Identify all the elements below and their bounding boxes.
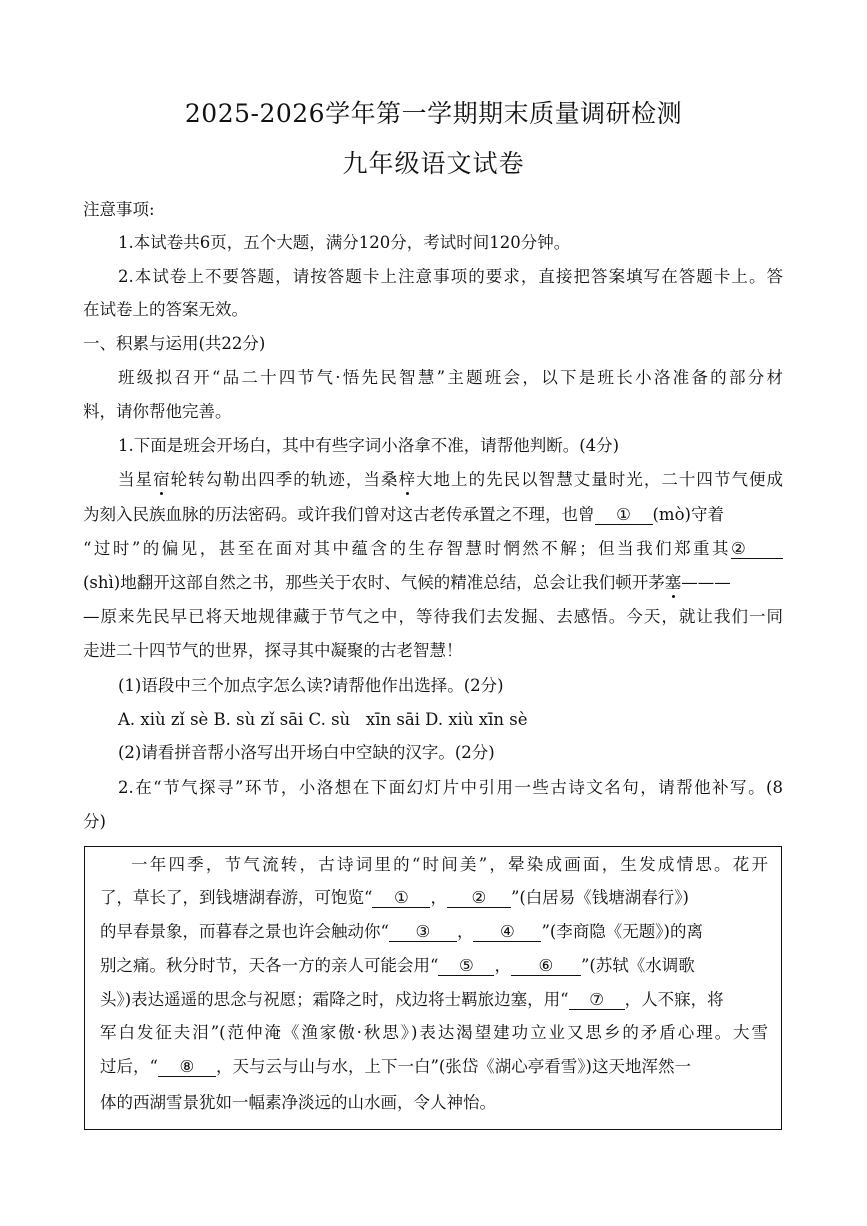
passage-line-2: 为刻入民族血脉的历法密码。或许我们曾对这古老传承置之不理，也曾 ① (mò)守着 — [83, 505, 724, 524]
passage-line-5: —原来先民早已将天地规律藏于节气之中，等待我们去发掘、去感悟。今天，就让我们一同 — [83, 607, 783, 626]
slide-line-2: 了，草长了，到钱塘湖春游，可饱览“ ① ， ② ”(白居易《钱塘湖春行》) — [100, 888, 689, 907]
slide-line-3: 的早春景象，而暮春之景也许会触动你“ ③ ， ④ ”(李商隐《无题》)的离 — [100, 922, 703, 941]
answer-blank-2: ② — [731, 540, 783, 559]
exam-subtitle: 九年级语文试卷 — [342, 149, 525, 178]
notice-item-1: 1.本试卷共6页，五个大题，满分120分，考试时间120分钟。 — [118, 233, 571, 252]
dotted-char: 梓 — [398, 470, 416, 489]
passage-line-6: 走进二十四节气的世界，探寻其中凝聚的古老智慧！ — [83, 641, 463, 660]
poem-blank-6: ⑥ — [511, 957, 581, 976]
section-1-heading: 一、积累与运用(共22分) — [83, 334, 266, 353]
dotted-char: 宿 — [153, 470, 171, 489]
passage-line-1: 当星宿轮转勾勒出四季的轨迹，当桑梓大地上的先民以智慧丈量时光，二十四节气便成 — [118, 470, 784, 489]
notice-heading: 注意事项: — [83, 200, 155, 219]
slide-line-4: 别之痛。秋分时节，天各一方的亲人可能会用“ ⑤ ， ⑥ ”(苏轼《水调歌 — [100, 956, 695, 975]
notice-item-2-line-2: 在试卷上的答案无效。 — [83, 300, 248, 319]
answer-blank-1: ① — [595, 506, 653, 525]
section-1-intro-line-1: 班级拟召开“品二十四节气·悟先民智慧”主题班会，以下是班长小洛准备的部分材 — [118, 368, 783, 387]
exam-title: 2025-2026学年第一学期期末质量调研检测 — [184, 99, 683, 128]
poem-blank-3: ③ — [389, 923, 457, 942]
poem-blank-1: ① — [372, 889, 430, 908]
notice-item-2-line-1: 2.本试卷上不要答题，请按答题卡上注意事项的要求，直接把答案填写在答题卡上。答 — [118, 267, 783, 286]
slide-line-8: 体的西湖雪景犹如一幅素净淡远的山水画，令人神怡。 — [100, 1093, 496, 1112]
poem-blank-8: ⑧ — [158, 1058, 216, 1077]
question-1: 1.下面是班会开场白，其中有些字词小洛拿不准，请帮他判断。(4分) — [118, 436, 620, 455]
slide-line-6: 军白发征夫泪”(范仲淹《渔家傲·秋思》)表达渴望建功立业又思乡的矛盾心理。大雪 — [100, 1023, 768, 1042]
slide-line-7: 过后，“ ⑧ ，天与云与山与水，上下一白”(张岱《湖心亭看雪》)这天地浑然一 — [100, 1057, 691, 1076]
poem-blank-7: ⑦ — [569, 991, 625, 1010]
question-2-line-1: 2.在“节气探寻”环节，小洛想在下面幻灯片中引用一些古诗文名句，请帮他补写。(8 — [118, 778, 783, 797]
sub-question-2: (2)请看拼音帮小洛写出开场白中空缺的汉字。(2分) — [118, 743, 495, 762]
slide-line-5: 头》)表达遥遥的思念与祝愿；霜降之时，戍边将士羁旅边塞，用“ ⑦ ，人不寐，将 — [100, 990, 724, 1009]
slide-line-1: 一年四季，节气流转，古诗词里的“时间美”，晕染成画面，生发成情思。花开 — [131, 855, 768, 874]
poem-blank-5: ⑤ — [438, 957, 494, 976]
answer-options: A. xiù zǐ sè B. sù zǐ sāi C. sù xīn sāi D. xiù xīn sè — [118, 710, 528, 729]
question-2-line-2: 分) — [83, 812, 106, 831]
dotted-char: 塞 — [664, 573, 682, 592]
sub-question-1: (1)语段中三个加点字怎么读?请帮他作出选择。(2分) — [118, 676, 504, 695]
passage-line-3: “过时”的偏见，甚至在面对其中蕴含的生存智慧时惘然不解；但当我们郑重其② — [83, 538, 783, 560]
poem-blank-4: ④ — [473, 923, 541, 942]
section-1-intro-line-2: 料，请你帮他完善。 — [83, 402, 232, 421]
passage-line-4: (shì)地翻开这部自然之书，那些关于农时、气候的精准总结，总会让我们顿开茅塞——— — [83, 573, 731, 592]
poem-blank-2: ② — [447, 889, 511, 908]
